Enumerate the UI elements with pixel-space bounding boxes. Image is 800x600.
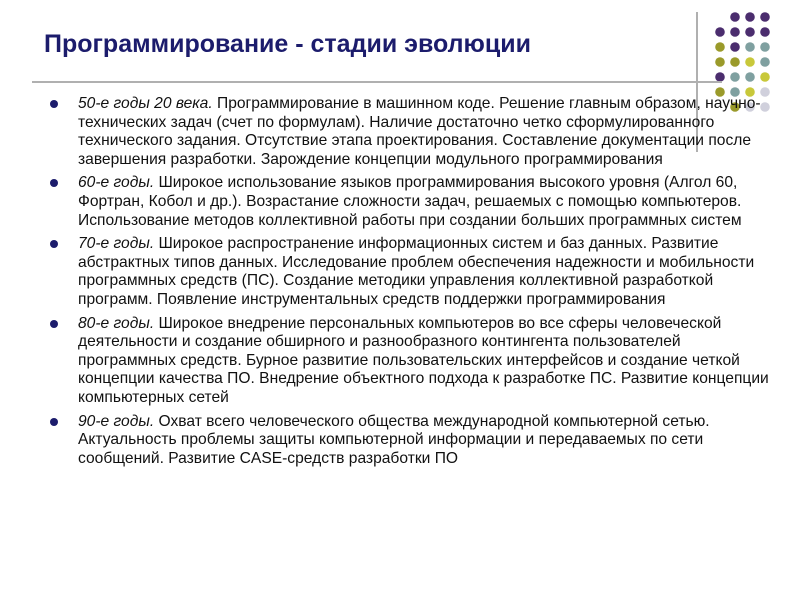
- bullet-list: [50, 95, 780, 473]
- decorative-dot: [760, 42, 770, 52]
- bullet-marker: [50, 240, 58, 248]
- list-item: [50, 95, 780, 169]
- decorative-dot: [745, 42, 755, 52]
- period-label: 80-е годы.: [78, 314, 155, 332]
- decorative-dot: [760, 27, 770, 37]
- list-item: [50, 315, 780, 408]
- item-text: Широкое внедрение персональных компьютеров во все сферы человеческой деятельности и создание обширного и разнообразного контингента пользователей программных средств. Бурное развитие пользовательских интерфейсов и создание четкой концепции качества ПО. Внедрение объектного подхода к разработке ПС. Развитие концепции компьютерных сетей: [78, 314, 769, 406]
- decorative-dot: [730, 12, 740, 22]
- decorative-dot: [760, 12, 770, 22]
- bullet-marker: [50, 418, 58, 426]
- decorative-dot: [745, 12, 755, 22]
- bullet-marker: [50, 179, 58, 187]
- period-label: 60-е годы.: [78, 174, 155, 192]
- decorative-dot: [760, 72, 770, 82]
- decorative-dot: [730, 57, 740, 67]
- slide-title: Программирование - стадии эволюции: [44, 30, 531, 58]
- list-item: [50, 235, 780, 309]
- item-text: Широкое распространение информационных систем и баз данных. Развитие абстрактных типов данных. Исследование проблем обеспечения надежности и мобильности программных средств (ПС). Создание методики управления коллективной разработкой программ. Появление инструментальных средств поддержки программирования: [78, 235, 755, 308]
- item-text: Программирование в машинном коде. Решение главным образом, научно-технических задач (счет по формулам). Наличие достаточно четко сформулированного технического задания. Отсутствие этапа проектирования. Составление документации после завершения разработки. Зарождение концепции модульного программирования: [78, 95, 761, 168]
- decorative-dot: [715, 42, 725, 52]
- decorative-dot: [730, 27, 740, 37]
- decorative-dot: [760, 57, 770, 67]
- bullet-marker: [50, 100, 58, 108]
- decorative-horizontal-line: [32, 81, 722, 83]
- decorative-dot: [715, 57, 725, 67]
- period-label: 90-е годы.: [78, 412, 155, 430]
- decorative-dot: [745, 72, 755, 82]
- decorative-dot: [730, 42, 740, 52]
- period-label: 70-е годы.: [78, 235, 155, 253]
- list-item: [50, 174, 780, 230]
- item-text: Широкое использование языков программирования высокого уровня (Алгол 60, Фортран, Кобол и др.). Возрастание сложности задач, решаемых с помощью компьютеров. Использование методов коллективной работы при создании больших программных систем: [78, 174, 742, 229]
- decorative-dot: [730, 72, 740, 82]
- list-item: [50, 413, 780, 469]
- decorative-dot: [715, 27, 725, 37]
- decorative-dot: [745, 57, 755, 67]
- item-text: Охват всего человеческого общества международной компьютерной сетью. Актуальность проблемы защиты компьютерной информации и передаваемых по сети сообщений. Развитие CASE-средств разработки ПО: [78, 412, 710, 467]
- period-label: 50-е годы 20 века.: [78, 95, 213, 112]
- bullet-marker: [50, 320, 58, 328]
- decorative-dot: [745, 27, 755, 37]
